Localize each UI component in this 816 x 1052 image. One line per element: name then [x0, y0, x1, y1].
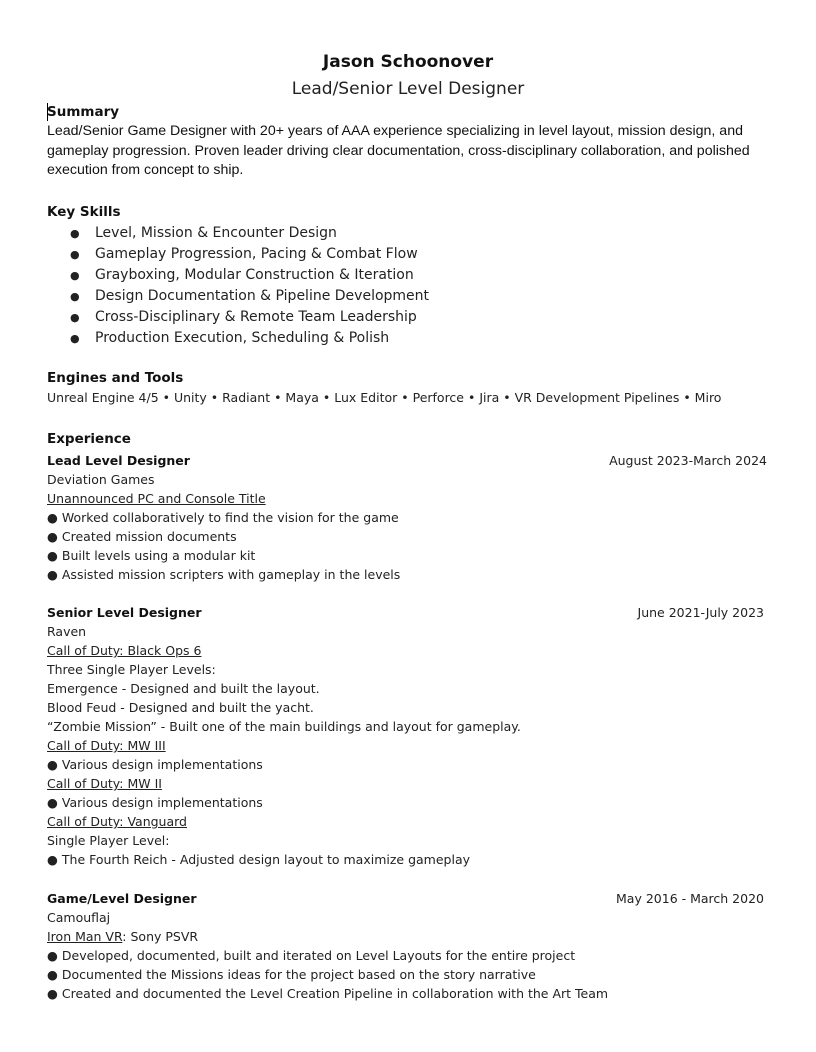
project-title: Call of Duty: Vanguard — [47, 814, 187, 829]
job-line: “Zombie Mission” - Built one of the main buildings and layout for gameplay. — [47, 719, 521, 734]
job-bullet: ● Developed, documented, built and iterated on Level Layouts for the entire project — [47, 948, 576, 963]
job-bullet: ● Created and documented the Level Creation Pipeline in collaboration with the Art Team — [47, 986, 609, 1001]
bullet-icon: ● — [70, 227, 80, 240]
project-title: Iron Man VR — [47, 929, 123, 944]
job-role: Game/Level Designer — [47, 891, 197, 906]
bullet-icon: ● — [70, 269, 80, 282]
list-item: ● Cross-Disciplinary & Remote Team Leadership — [70, 307, 429, 328]
project-platform: : Sony PSVR — [122, 929, 199, 944]
project-title: Call of Duty: MW III — [47, 738, 166, 753]
job-dates: August 2023-March 2024 — [609, 453, 767, 468]
list-item: ● Gameplay Progression, Pacing & Combat Flow — [70, 244, 429, 265]
job-role: Senior Level Designer — [47, 605, 202, 620]
summary-heading: Summary — [47, 104, 120, 120]
job-bullet: ● Created mission documents — [47, 529, 237, 544]
job-role: Lead Level Designer — [47, 453, 190, 468]
job-bullet: ● Various design implementations — [47, 757, 263, 772]
summary-text: Lead/Senior Game Designer with 20+ years of AAA experience specializing in level layout, mission design, and gameplay progression. Proven leader driving clear documentation, cross-disciplinary collaboration, and polished execution from concept to ship. — [47, 123, 750, 178]
job-company: Camouflaj — [47, 910, 111, 925]
job-bullet: ● Assisted mission scripters with gameplay in the levels — [47, 567, 401, 582]
job-company: Raven — [47, 624, 87, 639]
job-bullet: ● Built levels using a modular kit — [47, 548, 256, 563]
bullet-icon: ● — [70, 332, 80, 345]
bullet-icon: ● — [70, 311, 80, 324]
bullet-icon: ● — [70, 290, 80, 303]
job-dates: May 2016 - March 2020 — [616, 891, 764, 906]
project-line — [47, 927, 198, 946]
candidate-title: Lead/Senior Level Designer — [291, 79, 525, 99]
job-company: Deviation Games — [47, 472, 155, 487]
project-title: Call of Duty: Black Ops 6 — [47, 643, 202, 658]
list-item: ● Level, Mission & Encounter Design — [70, 223, 429, 244]
job-line: Blood Feud - Designed and built the yacht. — [47, 700, 314, 715]
job-bullet: ● The Fourth Reich - Adjusted design layout to maximize gameplay — [47, 852, 471, 867]
candidate-name: Jason Schoonover — [322, 52, 494, 72]
list-item: ● Design Documentation & Pipeline Development — [70, 286, 429, 307]
skills-list — [70, 223, 429, 349]
experience-heading: Experience — [47, 431, 131, 447]
project-title: Call of Duty: MW II — [47, 776, 162, 791]
job-bullet: ● Worked collaboratively to find the vision for the game — [47, 510, 399, 525]
tools-text: Unreal Engine 4/5 • Unity • Radiant • Maya • Lux Editor • Perforce • Jira • VR Development Pipelines • Miro — [47, 390, 722, 405]
list-item: ● Grayboxing, Modular Construction & Iteration — [70, 265, 429, 286]
job-bullet: ● Documented the Missions ideas for the project based on the story narrative — [47, 967, 536, 982]
bullet-icon: ● — [70, 248, 80, 261]
job-dates: June 2021-July 2023 — [637, 605, 764, 620]
list-item: ● Production Execution, Scheduling & Polish — [70, 328, 429, 349]
job-line: Single Player Level: — [47, 833, 170, 848]
tools-heading: Engines and Tools — [47, 370, 184, 386]
project-title: Unannounced PC and Console Title — [47, 491, 266, 506]
skills-heading: Key Skills — [47, 204, 121, 220]
job-line: Emergence - Designed and built the layout. — [47, 681, 320, 696]
job-bullet: ● Various design implementations — [47, 795, 263, 810]
job-line: Three Single Player Levels: — [47, 662, 216, 677]
